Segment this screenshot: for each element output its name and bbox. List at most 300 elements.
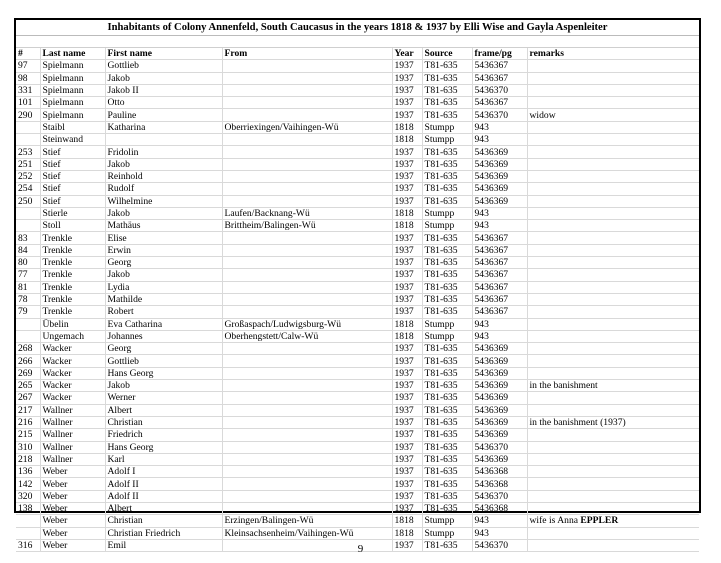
remarks-cell (527, 441, 699, 453)
frame-page-cell: 5436369 (472, 343, 527, 355)
year-cell: 1937 (392, 490, 422, 502)
remarks-cell (527, 330, 699, 342)
row-number-cell: 80 (16, 257, 40, 269)
frame-page-cell: 5436369 (472, 392, 527, 404)
frame-page-cell: 5436367 (472, 306, 527, 318)
first-name-cell: Christian (105, 515, 222, 527)
first-name-cell: Katharina (105, 121, 222, 133)
frame-page-cell: 5436369 (472, 453, 527, 465)
origin-cell (222, 170, 392, 182)
table-row (16, 207, 699, 219)
origin-cell (222, 416, 392, 428)
frame-page-cell: 5436368 (472, 466, 527, 478)
first-name-cell: Albert (105, 502, 222, 514)
remarks-cell (527, 207, 699, 219)
last-name-cell: Stief (40, 195, 105, 207)
table-row (16, 146, 699, 158)
inhabitants-table (16, 48, 699, 552)
remarks-cell (527, 318, 699, 330)
source-cell: T81-635 (422, 232, 472, 244)
first-name-cell: Otto (105, 97, 222, 109)
remarks-cell (527, 158, 699, 170)
last-name-cell: Weber (40, 515, 105, 527)
table-row (16, 269, 699, 281)
origin-cell (222, 453, 392, 465)
source-cell: T81-635 (422, 453, 472, 465)
year-cell: 1818 (392, 330, 422, 342)
first-name-cell: Fridolin (105, 146, 222, 158)
frame-page-cell: 943 (472, 527, 527, 539)
frame-page-cell: 5436369 (472, 183, 527, 195)
first-name-cell: Jakob II (105, 84, 222, 96)
last-name-cell: Spielmann (40, 84, 105, 96)
origin-cell (222, 404, 392, 416)
source-cell: T81-635 (422, 367, 472, 379)
origin-cell: Oberhengstett/Calw-Wü (222, 330, 392, 342)
row-number-cell (16, 220, 40, 232)
first-name-cell: Jakob (105, 380, 222, 392)
last-name-cell: Stief (40, 183, 105, 195)
source-cell: T81-635 (422, 404, 472, 416)
last-name-cell: Wallner (40, 429, 105, 441)
frame-page-cell: 5436367 (472, 257, 527, 269)
origin-cell (222, 343, 392, 355)
page-title: Inhabitants of Colony Annenfeld, South Caucasus in the years 1818 & 1937 by Elli Wise and Gayla Aspenleiter (16, 20, 699, 36)
origin-cell (222, 158, 392, 170)
first-name-cell: Friedrich (105, 429, 222, 441)
year-cell: 1937 (392, 466, 422, 478)
row-number-cell: 217 (16, 404, 40, 416)
table-row (16, 343, 699, 355)
last-name-cell: Trenkle (40, 269, 105, 281)
source-cell: Stumpp (422, 207, 472, 219)
table-row (16, 293, 699, 305)
last-name-cell: Trenkle (40, 232, 105, 244)
frame-page-cell: 5436369 (472, 170, 527, 182)
remarks-cell (527, 355, 699, 367)
remarks-cell (527, 257, 699, 269)
last-name-cell: Trenkle (40, 293, 105, 305)
column-header: Source (422, 48, 472, 60)
year-cell: 1937 (392, 60, 422, 72)
last-name-cell: Weber (40, 539, 105, 551)
year-cell: 1937 (392, 146, 422, 158)
year-cell: 1937 (392, 392, 422, 404)
table-row (16, 392, 699, 404)
year-cell: 1818 (392, 121, 422, 133)
source-cell: T81-635 (422, 158, 472, 170)
remarks-cell (527, 146, 699, 158)
last-name-cell: Stierle (40, 207, 105, 219)
source-cell: T81-635 (422, 466, 472, 478)
remarks-cell (527, 220, 699, 232)
first-name-cell: Christian (105, 416, 222, 428)
source-cell: T81-635 (422, 490, 472, 502)
last-name-cell: Spielmann (40, 97, 105, 109)
remarks-cell (527, 232, 699, 244)
first-name-cell: Mathäus (105, 220, 222, 232)
table-row (16, 134, 699, 146)
frame-page-cell: 5436369 (472, 404, 527, 416)
year-cell: 1818 (392, 207, 422, 219)
table-row (16, 429, 699, 441)
origin-cell (222, 72, 392, 84)
row-number-cell: 253 (16, 146, 40, 158)
row-number-cell: 77 (16, 269, 40, 281)
first-name-cell: Gottlieb (105, 355, 222, 367)
table-row (16, 330, 699, 342)
table-row (16, 170, 699, 182)
last-name-cell: Wacker (40, 355, 105, 367)
row-number-cell: 254 (16, 183, 40, 195)
first-name-cell: Werner (105, 392, 222, 404)
first-name-cell: Rudolf (105, 183, 222, 195)
source-cell: T81-635 (422, 72, 472, 84)
table-row (16, 97, 699, 109)
source-cell: T81-635 (422, 84, 472, 96)
first-name-cell: Jakob (105, 269, 222, 281)
year-cell: 1937 (392, 429, 422, 441)
row-number-cell (16, 207, 40, 219)
source-cell: T81-635 (422, 257, 472, 269)
row-number-cell: 251 (16, 158, 40, 170)
remarks-cell (527, 306, 699, 318)
remarks-cell (527, 183, 699, 195)
frame-page-cell: 5436369 (472, 380, 527, 392)
table-row (16, 502, 699, 514)
frame-page-cell: 5436370 (472, 490, 527, 502)
first-name-cell: Christian Friedrich (105, 527, 222, 539)
first-name-cell: Karl (105, 453, 222, 465)
first-name-cell: Erwin (105, 244, 222, 256)
origin-cell (222, 60, 392, 72)
column-header: frame/pg (472, 48, 527, 60)
year-cell: 1937 (392, 232, 422, 244)
table-row (16, 490, 699, 502)
year-cell: 1937 (392, 97, 422, 109)
first-name-cell: Reinhold (105, 170, 222, 182)
year-cell: 1937 (392, 72, 422, 84)
first-name-cell: Georg (105, 343, 222, 355)
origin-cell: Laufen/Backnang-Wü (222, 207, 392, 219)
frame-page-cell: 5436367 (472, 232, 527, 244)
frame-page-cell: 5436370 (472, 84, 527, 96)
last-name-cell: Wallner (40, 416, 105, 428)
source-cell: Stumpp (422, 318, 472, 330)
origin-cell: Brittheim/Balingen-Wü (222, 220, 392, 232)
year-cell: 1818 (392, 515, 422, 527)
origin-cell (222, 392, 392, 404)
first-name-cell: Jakob (105, 207, 222, 219)
row-number-cell: 81 (16, 281, 40, 293)
last-name-cell: Spielmann (40, 72, 105, 84)
frame-page-cell: 5436370 (472, 109, 527, 121)
year-cell: 1937 (392, 355, 422, 367)
first-name-cell: Adolf II (105, 490, 222, 502)
last-name-cell: Wacker (40, 380, 105, 392)
frame-page-cell: 5436370 (472, 441, 527, 453)
source-cell: T81-635 (422, 539, 472, 551)
table-row (16, 232, 699, 244)
row-number-cell: 250 (16, 195, 40, 207)
source-cell: Stumpp (422, 121, 472, 133)
remarks-cell (527, 121, 699, 133)
table-row (16, 355, 699, 367)
row-number-cell: 98 (16, 72, 40, 84)
last-name-cell: Weber (40, 490, 105, 502)
row-number-cell: 79 (16, 306, 40, 318)
origin-cell (222, 429, 392, 441)
row-number-cell: 316 (16, 539, 40, 551)
page-number: 9 (357, 543, 364, 555)
table-row (16, 60, 699, 72)
row-number-cell: 83 (16, 232, 40, 244)
remarks-cell (527, 429, 699, 441)
row-number-cell (16, 330, 40, 342)
year-cell: 1937 (392, 257, 422, 269)
frame-page-cell: 5436367 (472, 281, 527, 293)
remarks-cell (527, 134, 699, 146)
last-name-cell: Spielmann (40, 109, 105, 121)
first-name-cell: Wilhelmine (105, 195, 222, 207)
year-cell: 1937 (392, 109, 422, 121)
first-name-cell: Adolf I (105, 466, 222, 478)
source-cell: T81-635 (422, 502, 472, 514)
column-header: remarks (527, 48, 699, 60)
origin-cell (222, 183, 392, 195)
remarks-cell (527, 367, 699, 379)
table-row (16, 478, 699, 490)
remarks-cell (527, 478, 699, 490)
frame-page-cell: 5436370 (472, 539, 527, 551)
source-cell: T81-635 (422, 195, 472, 207)
origin-cell (222, 195, 392, 207)
year-cell: 1937 (392, 195, 422, 207)
remarks-cell (527, 453, 699, 465)
table-row (16, 183, 699, 195)
row-number-cell (16, 515, 40, 527)
row-number-cell: 290 (16, 109, 40, 121)
year-cell: 1937 (392, 453, 422, 465)
last-name-cell: Trenkle (40, 244, 105, 256)
row-number-cell: 265 (16, 380, 40, 392)
origin-cell (222, 490, 392, 502)
row-number-cell: 216 (16, 416, 40, 428)
remarks-cell (527, 527, 699, 539)
year-cell: 1937 (392, 404, 422, 416)
remarks-cell (527, 170, 699, 182)
table-row (16, 121, 699, 133)
last-name-cell: Stief (40, 146, 105, 158)
last-name-cell: Spielmann (40, 60, 105, 72)
last-name-cell: Weber (40, 478, 105, 490)
frame-page-cell: 5436367 (472, 72, 527, 84)
first-name-cell: Jakob (105, 72, 222, 84)
origin-cell (222, 109, 392, 121)
source-cell: Stumpp (422, 220, 472, 232)
year-cell: 1937 (392, 502, 422, 514)
row-number-cell: 218 (16, 453, 40, 465)
remarks-cell (527, 97, 699, 109)
year-cell: 1818 (392, 318, 422, 330)
table-row (16, 404, 699, 416)
last-name-cell: Trenkle (40, 281, 105, 293)
first-name-cell: Adolf II (105, 478, 222, 490)
source-cell: Stumpp (422, 515, 472, 527)
origin-cell (222, 257, 392, 269)
remarks-cell (527, 195, 699, 207)
origin-cell (222, 293, 392, 305)
row-number-cell: 268 (16, 343, 40, 355)
last-name-cell: Weber (40, 527, 105, 539)
first-name-cell: Johannes (105, 330, 222, 342)
frame-page-cell: 5436368 (472, 502, 527, 514)
year-cell: 1937 (392, 478, 422, 490)
remarks-cell: widow (527, 109, 699, 121)
remarks-cell (527, 84, 699, 96)
row-number-cell: 84 (16, 244, 40, 256)
last-name-cell: Übelin (40, 318, 105, 330)
year-cell: 1937 (392, 269, 422, 281)
table-row (16, 441, 699, 453)
remarks-cell (527, 502, 699, 514)
origin-cell (222, 441, 392, 453)
frame-page-cell: 5436369 (472, 429, 527, 441)
origin-cell (222, 367, 392, 379)
last-name-cell: Trenkle (40, 257, 105, 269)
source-cell: T81-635 (422, 478, 472, 490)
table-row (16, 158, 699, 170)
remarks-cell (527, 490, 699, 502)
origin-cell (222, 380, 392, 392)
remarks-cell: wife is Anna EPPLER (527, 515, 699, 527)
last-name-cell: Wallner (40, 453, 105, 465)
source-cell: T81-635 (422, 293, 472, 305)
row-number-cell (16, 121, 40, 133)
last-name-cell: Steinwand (40, 134, 105, 146)
frame-page-cell: 943 (472, 515, 527, 527)
table-row (16, 380, 699, 392)
first-name-cell: Georg (105, 257, 222, 269)
first-name-cell: Hans Georg (105, 367, 222, 379)
row-number-cell: 78 (16, 293, 40, 305)
last-name-cell: Stief (40, 170, 105, 182)
row-number-cell: 269 (16, 367, 40, 379)
row-number-cell: 267 (16, 392, 40, 404)
origin-cell (222, 355, 392, 367)
row-number-cell: 142 (16, 478, 40, 490)
last-name-cell: Wacker (40, 367, 105, 379)
source-cell: T81-635 (422, 343, 472, 355)
year-cell: 1818 (392, 527, 422, 539)
frame-page-cell: 5436369 (472, 146, 527, 158)
remarks-cell: in the banishment (527, 380, 699, 392)
row-number-cell: 310 (16, 441, 40, 453)
column-header: Year (392, 48, 422, 60)
first-name-cell: Lydia (105, 281, 222, 293)
origin-cell (222, 466, 392, 478)
first-name-cell: Mathilde (105, 293, 222, 305)
row-number-cell: 266 (16, 355, 40, 367)
source-cell: T81-635 (422, 416, 472, 428)
year-cell: 1937 (392, 367, 422, 379)
origin-cell (222, 502, 392, 514)
year-cell: 1937 (392, 380, 422, 392)
frame-page-cell: 5436369 (472, 416, 527, 428)
source-cell: T81-635 (422, 429, 472, 441)
first-name-cell: Elise (105, 232, 222, 244)
remarks-cell (527, 269, 699, 281)
source-cell: T81-635 (422, 269, 472, 281)
origin-cell (222, 281, 392, 293)
remarks-cell (527, 293, 699, 305)
origin-cell (222, 244, 392, 256)
row-number-cell: 320 (16, 490, 40, 502)
table-row (16, 527, 699, 539)
source-cell: T81-635 (422, 109, 472, 121)
year-cell: 1937 (392, 244, 422, 256)
last-name-cell: Stoll (40, 220, 105, 232)
frame-page-cell: 943 (472, 134, 527, 146)
table-row (16, 318, 699, 330)
origin-cell (222, 269, 392, 281)
first-name-cell: Gottlieb (105, 60, 222, 72)
source-cell: T81-635 (422, 183, 472, 195)
last-name-cell: Wacker (40, 392, 105, 404)
table-row (16, 84, 699, 96)
source-cell: T81-635 (422, 146, 472, 158)
last-name-cell: Wacker (40, 343, 105, 355)
year-cell: 1937 (392, 539, 422, 551)
source-cell: T81-635 (422, 306, 472, 318)
row-number-cell: 331 (16, 84, 40, 96)
first-name-cell: Albert (105, 404, 222, 416)
year-cell: 1937 (392, 281, 422, 293)
frame-page-cell: 5436369 (472, 367, 527, 379)
frame-page-cell: 943 (472, 330, 527, 342)
first-name-cell: Jakob (105, 158, 222, 170)
year-cell: 1937 (392, 84, 422, 96)
origin-cell (222, 97, 392, 109)
source-cell: Stumpp (422, 134, 472, 146)
frame-page-cell: 5436367 (472, 60, 527, 72)
table-row (16, 109, 699, 121)
origin-cell (222, 134, 392, 146)
frame-page-cell: 943 (472, 318, 527, 330)
year-cell: 1937 (392, 306, 422, 318)
frame-page-cell: 5436368 (472, 478, 527, 490)
frame-page-cell: 943 (472, 220, 527, 232)
year-cell: 1937 (392, 293, 422, 305)
frame-page-cell: 5436369 (472, 355, 527, 367)
table-row (16, 466, 699, 478)
row-number-cell (16, 527, 40, 539)
origin-cell (222, 232, 392, 244)
column-header: # (16, 48, 40, 60)
first-name-cell (105, 134, 222, 146)
remarks-cell (527, 281, 699, 293)
row-number-cell (16, 134, 40, 146)
source-cell: Stumpp (422, 330, 472, 342)
table-header-row (16, 48, 699, 60)
row-number-cell (16, 318, 40, 330)
remarks-cell: in the banishment (1937) (527, 416, 699, 428)
frame-page-cell: 943 (472, 207, 527, 219)
remarks-cell (527, 343, 699, 355)
table-row (16, 306, 699, 318)
table-row (16, 416, 699, 428)
origin-cell (222, 306, 392, 318)
